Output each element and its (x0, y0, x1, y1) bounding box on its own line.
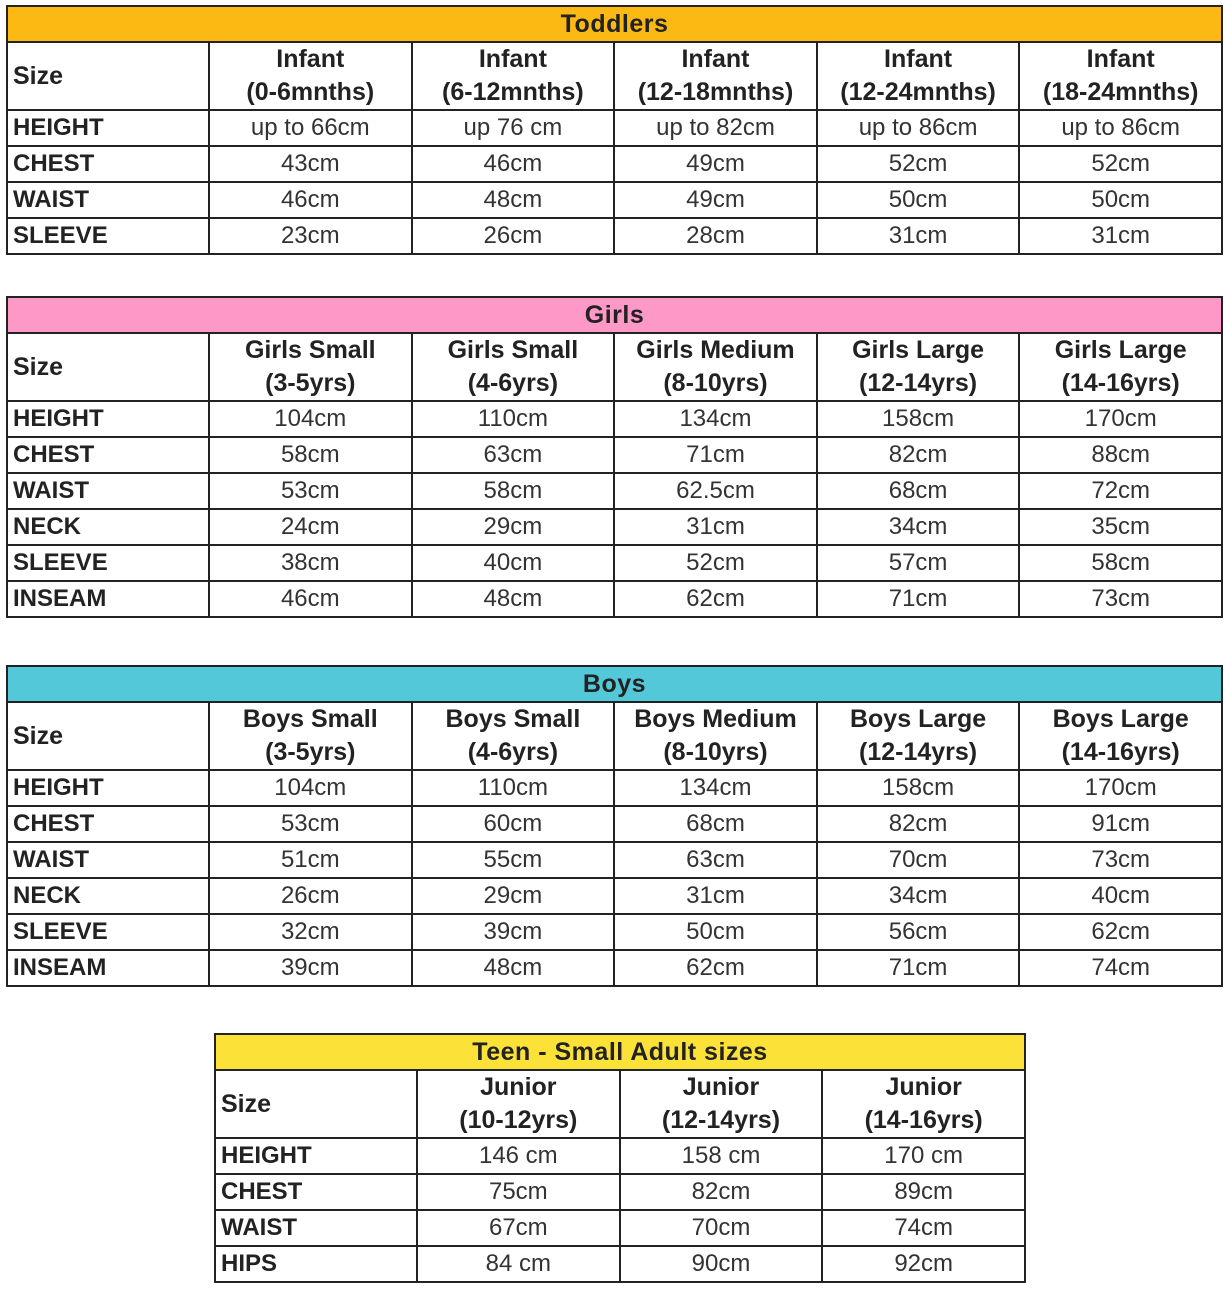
table-cell: 82cm (817, 437, 1020, 473)
toddlers-title: Toddlers (7, 6, 1222, 42)
teen-table (214, 1033, 1026, 1283)
table-cell: 24cm (209, 509, 412, 545)
table-cell: 49cm (614, 182, 817, 218)
table-cell: 71cm (614, 437, 817, 473)
row-label: CHEST (215, 1174, 417, 1210)
table-cell: 146 cm (417, 1138, 620, 1174)
table-cell: 39cm (412, 914, 615, 950)
table-cell: 62cm (614, 581, 817, 617)
table-row (7, 437, 1222, 473)
column-header: Girls Small (4-6yrs) (412, 333, 615, 401)
table-cell: 84 cm (417, 1246, 620, 1282)
table-cell: 52cm (817, 146, 1020, 182)
table-cell: 58cm (1019, 545, 1222, 581)
table-row (7, 146, 1222, 182)
row-label: INSEAM (7, 950, 209, 986)
table-cell: 75cm (417, 1174, 620, 1210)
size-header: Size (7, 333, 209, 401)
boys-table (6, 665, 1223, 987)
row-label: HEIGHT (7, 401, 209, 437)
table-cell: 46cm (209, 581, 412, 617)
table-cell: 40cm (412, 545, 615, 581)
table-cell: 23cm (209, 218, 412, 254)
table-cell: 82cm (620, 1174, 823, 1210)
table-cell: 50cm (614, 914, 817, 950)
table-cell: 31cm (1019, 218, 1222, 254)
table-cell: 158cm (817, 401, 1020, 437)
row-label: HEIGHT (7, 770, 209, 806)
column-header: Girls Medium (8-10yrs) (614, 333, 817, 401)
column-header: Infant (0-6mnths) (209, 42, 412, 110)
table-cell: 110cm (412, 770, 615, 806)
row-label: CHEST (7, 437, 209, 473)
table-cell: up to 82cm (614, 110, 817, 146)
teen-title: Teen - Small Adult sizes (215, 1034, 1025, 1070)
table-cell: 52cm (614, 545, 817, 581)
table-row (7, 401, 1222, 437)
girls-title: Girls (7, 297, 1222, 333)
table-cell: 82cm (817, 806, 1020, 842)
column-header: Boys Small (3-5yrs) (209, 702, 412, 770)
table-cell: 46cm (209, 182, 412, 218)
table-cell: 53cm (209, 473, 412, 509)
table-cell: 62cm (614, 950, 817, 986)
table-row (215, 1246, 1025, 1282)
table-cell: 46cm (412, 146, 615, 182)
table-cell: 71cm (817, 581, 1020, 617)
table-cell: 56cm (817, 914, 1020, 950)
table-cell: 110cm (412, 401, 615, 437)
table-row (7, 545, 1222, 581)
column-header: Junior (12-14yrs) (620, 1070, 823, 1138)
column-header: Boys Large (14-16yrs) (1019, 702, 1222, 770)
table-cell: 34cm (817, 878, 1020, 914)
table-cell: 26cm (209, 878, 412, 914)
table-cell: 29cm (412, 878, 615, 914)
table-cell: 67cm (417, 1210, 620, 1246)
table-cell: 26cm (412, 218, 615, 254)
table-cell: 88cm (1019, 437, 1222, 473)
table-cell: 92cm (822, 1246, 1025, 1282)
table-cell: 73cm (1019, 581, 1222, 617)
table-cell: 43cm (209, 146, 412, 182)
table-cell: 60cm (412, 806, 615, 842)
table-cell: 39cm (209, 950, 412, 986)
table-cell: 50cm (817, 182, 1020, 218)
table-cell: up 76 cm (412, 110, 615, 146)
size-header: Size (7, 42, 209, 110)
table-row (215, 1210, 1025, 1246)
table-cell: 34cm (817, 509, 1020, 545)
table-row (215, 1138, 1025, 1174)
table-cell: 58cm (412, 473, 615, 509)
table-cell: 53cm (209, 806, 412, 842)
table-cell: 38cm (209, 545, 412, 581)
row-label: NECK (7, 878, 209, 914)
table-cell: 29cm (412, 509, 615, 545)
row-label: HEIGHT (215, 1138, 417, 1174)
table-row (7, 182, 1222, 218)
table-cell: 31cm (614, 878, 817, 914)
table-cell: 89cm (822, 1174, 1025, 1210)
column-header: Junior (10-12yrs) (417, 1070, 620, 1138)
table-cell: 74cm (822, 1210, 1025, 1246)
table-cell: 55cm (412, 842, 615, 878)
table-cell: 71cm (817, 950, 1020, 986)
row-label: SLEEVE (7, 545, 209, 581)
boys-title: Boys (7, 666, 1222, 702)
table-cell: 31cm (614, 509, 817, 545)
toddlers-table (6, 5, 1223, 255)
table-cell: 28cm (614, 218, 817, 254)
row-label: WAIST (7, 473, 209, 509)
table-cell: 104cm (209, 770, 412, 806)
table-row (7, 218, 1222, 254)
table-cell: 48cm (412, 581, 615, 617)
column-header: Infant (12-18mnths) (614, 42, 817, 110)
girls-table (6, 296, 1223, 618)
table-cell: 63cm (614, 842, 817, 878)
table-row (7, 914, 1222, 950)
column-header: Junior (14-16yrs) (822, 1070, 1025, 1138)
table-cell: 70cm (817, 842, 1020, 878)
column-header: Infant (18-24mnths) (1019, 42, 1222, 110)
table-cell: 62cm (1019, 914, 1222, 950)
table-cell: 170cm (1019, 770, 1222, 806)
table-cell: 158cm (817, 770, 1020, 806)
table-row (7, 950, 1222, 986)
table-cell: 91cm (1019, 806, 1222, 842)
boys-size-chart (6, 665, 1223, 987)
table-cell: 57cm (817, 545, 1020, 581)
column-header: Girls Large (12-14yrs) (817, 333, 1020, 401)
table-cell: 51cm (209, 842, 412, 878)
size-header: Size (7, 702, 209, 770)
row-label: NECK (7, 509, 209, 545)
table-row (7, 581, 1222, 617)
girls-size-chart (6, 296, 1223, 618)
table-row (7, 806, 1222, 842)
row-label: WAIST (7, 842, 209, 878)
table-cell: 48cm (412, 950, 615, 986)
row-label: HEIGHT (7, 110, 209, 146)
table-row (7, 770, 1222, 806)
table-cell: 48cm (412, 182, 615, 218)
table-cell: 68cm (817, 473, 1020, 509)
table-cell: 70cm (620, 1210, 823, 1246)
column-header: Boys Medium (8-10yrs) (614, 702, 817, 770)
table-cell: 63cm (412, 437, 615, 473)
table-cell: 134cm (614, 770, 817, 806)
table-row (7, 110, 1222, 146)
table-row (7, 878, 1222, 914)
row-label: SLEEVE (7, 218, 209, 254)
table-cell: 50cm (1019, 182, 1222, 218)
row-label: SLEEVE (7, 914, 209, 950)
column-header: Girls Small (3-5yrs) (209, 333, 412, 401)
table-cell: 74cm (1019, 950, 1222, 986)
table-row (7, 509, 1222, 545)
row-label: WAIST (7, 182, 209, 218)
table-cell: 90cm (620, 1246, 823, 1282)
table-cell: 52cm (1019, 146, 1222, 182)
table-cell: 62.5cm (614, 473, 817, 509)
table-cell: 170 cm (822, 1138, 1025, 1174)
table-cell: 72cm (1019, 473, 1222, 509)
table-cell: 73cm (1019, 842, 1222, 878)
table-row (7, 473, 1222, 509)
size-header: Size (215, 1070, 417, 1138)
column-header: Infant (6-12mnths) (412, 42, 615, 110)
table-cell: 32cm (209, 914, 412, 950)
row-label: HIPS (215, 1246, 417, 1282)
column-header: Boys Large (12-14yrs) (817, 702, 1020, 770)
row-label: CHEST (7, 146, 209, 182)
table-cell: 170cm (1019, 401, 1222, 437)
table-cell: 104cm (209, 401, 412, 437)
table-cell: 35cm (1019, 509, 1222, 545)
table-cell: up to 86cm (1019, 110, 1222, 146)
row-label: INSEAM (7, 581, 209, 617)
table-row (7, 842, 1222, 878)
table-cell: 134cm (614, 401, 817, 437)
teen-size-chart (214, 1033, 1026, 1283)
table-cell: 68cm (614, 806, 817, 842)
toddlers-size-chart (6, 5, 1223, 255)
table-cell: 58cm (209, 437, 412, 473)
row-label: CHEST (7, 806, 209, 842)
column-header: Infant (12-24mnths) (817, 42, 1020, 110)
table-cell: 49cm (614, 146, 817, 182)
table-cell: 31cm (817, 218, 1020, 254)
table-row (215, 1174, 1025, 1210)
table-cell: up to 66cm (209, 110, 412, 146)
column-header: Girls Large (14-16yrs) (1019, 333, 1222, 401)
column-header: Boys Small (4-6yrs) (412, 702, 615, 770)
table-cell: 40cm (1019, 878, 1222, 914)
table-cell: 158 cm (620, 1138, 823, 1174)
row-label: WAIST (215, 1210, 417, 1246)
table-cell: up to 86cm (817, 110, 1020, 146)
